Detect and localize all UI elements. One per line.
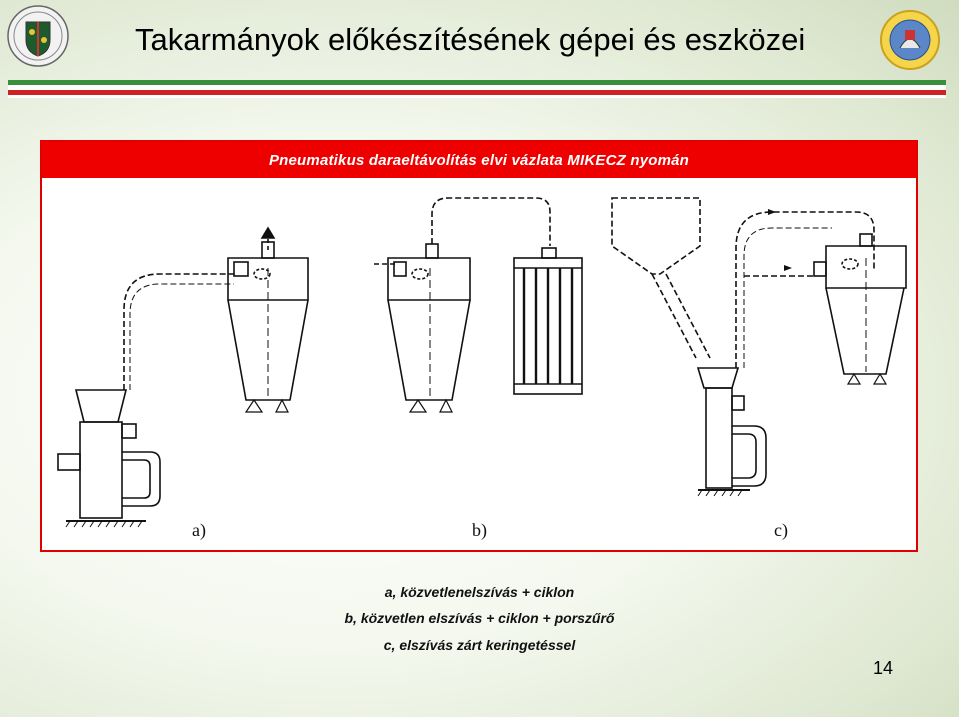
- cyclone-schematic: [42, 178, 916, 550]
- figure-header: Pneumatikus daraeltávolítás elvi vázlata MIKECZ nyomán: [42, 142, 916, 178]
- faculty-seal-icon: [878, 8, 942, 72]
- schematic-a: [58, 228, 308, 527]
- schematic-c: [612, 198, 906, 496]
- caption-line-3: c, elszívás zárt keringetéssel: [383, 637, 576, 653]
- label-a: a): [192, 520, 206, 540]
- label-b: b): [472, 520, 487, 540]
- tricolor-band: [8, 80, 946, 102]
- caption-line-2: b, közvetlen elszívás + ciklon + porszűrő: [344, 610, 615, 626]
- figure-panel: [40, 140, 918, 552]
- university-crest-icon: [6, 4, 70, 68]
- label-c: c): [774, 520, 788, 540]
- slide-title: Takarmányok előkészítésének gépei és eszközei: [135, 22, 806, 57]
- schematic-b: [374, 198, 582, 412]
- caption-line-1: a, közvetlenelszívás + ciklon: [384, 584, 575, 600]
- page-number: 14: [873, 658, 894, 678]
